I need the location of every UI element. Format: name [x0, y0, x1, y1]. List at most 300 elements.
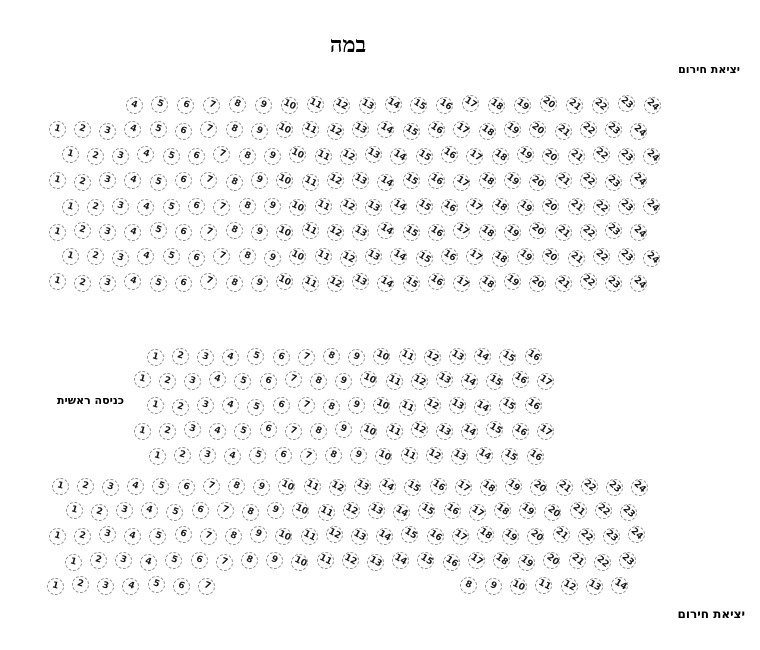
seat-rear-row3-num11[interactable] — [315, 148, 332, 165]
seat-middle-row2-num7[interactable] — [285, 371, 302, 388]
seat-rear-row1-num10[interactable] — [281, 97, 298, 114]
seat-rear-row8-num9[interactable] — [251, 275, 268, 292]
seat-front-row2-num3[interactable] — [116, 502, 133, 519]
seat-rear-row7-num17[interactable] — [466, 248, 483, 265]
seat-front-row1-num17[interactable] — [455, 479, 472, 496]
seat-front-row4-num14[interactable] — [392, 552, 409, 569]
seat-front-row4-num17[interactable] — [468, 552, 485, 569]
seat-rear-row4-num6[interactable] — [175, 172, 192, 189]
seat-front-row3-num5[interactable] — [149, 528, 166, 545]
seat-rear-row5-num8[interactable] — [239, 198, 256, 215]
seat-front-row1-num21[interactable] — [556, 479, 573, 496]
seat-middle-row3-num11[interactable] — [399, 399, 416, 416]
seat-rear-row5-num6[interactable] — [188, 198, 205, 215]
seat-rear-row8-num6[interactable] — [175, 275, 192, 292]
seat-front-row3-num19[interactable] — [502, 528, 519, 545]
seat-front-row4-num5[interactable] — [165, 552, 182, 569]
seat-rear-row7-num24[interactable] — [643, 250, 660, 267]
seat-rear-row2-num15[interactable] — [403, 123, 420, 140]
seat-front-row5-num7[interactable] — [198, 578, 215, 595]
seat-rear-row8-num14[interactable] — [377, 275, 394, 292]
seat-rear-row3-num16[interactable] — [441, 146, 458, 163]
seat-rear-row3-num17[interactable] — [466, 148, 483, 165]
seat-middle-row3-num1[interactable] — [147, 397, 164, 414]
seat-rear-row1-num16[interactable] — [436, 97, 453, 114]
seat-front-row1-num12[interactable] — [329, 479, 346, 496]
seat-front-row2-num15[interactable] — [418, 502, 435, 519]
seat-rear-row6-num15[interactable] — [403, 224, 420, 241]
seat-rear-row1-num19[interactable] — [514, 97, 531, 114]
seat-rear-row5-num23[interactable] — [618, 198, 635, 215]
seat-rear-row8-num2[interactable] — [74, 275, 91, 292]
seat-front-row3-num2[interactable] — [74, 528, 91, 545]
seat-rear-row4-num8[interactable] — [226, 174, 243, 191]
seat-front-row4-num19[interactable] — [518, 554, 535, 571]
seat-rear-row5-num5[interactable] — [163, 199, 180, 216]
seat-middle-row3-num15[interactable] — [499, 397, 516, 414]
seat-rear-row7-num13[interactable] — [365, 248, 382, 265]
seat-middle-row1-num2[interactable] — [172, 348, 189, 365]
seat-rear-row7-num22[interactable] — [593, 248, 610, 265]
seat-middle-row2-num15[interactable] — [486, 373, 503, 390]
seat-rear-row6-num12[interactable] — [327, 224, 344, 241]
seat-middle-row1-num14[interactable] — [474, 348, 491, 365]
seat-rear-row5-num2[interactable] — [87, 199, 104, 216]
seat-front-row1-num9[interactable] — [253, 479, 270, 496]
seat-rear-row7-num21[interactable] — [568, 250, 585, 267]
seat-rear-row2-num23[interactable] — [605, 121, 622, 138]
seat-rear-row7-num14[interactable] — [390, 248, 407, 265]
seat-rear-row4-num23[interactable] — [605, 174, 622, 191]
seat-front-row1-num8[interactable] — [228, 478, 245, 495]
seat-middle-row2-num11[interactable] — [386, 373, 403, 390]
seat-rear-row3-num21[interactable] — [568, 148, 585, 165]
seat-rear-row6-num3[interactable] — [99, 224, 116, 241]
seat-front-row2-num21[interactable] — [570, 502, 587, 519]
seat-front-row4-num2[interactable] — [90, 552, 107, 569]
seat-middle-row4-num7[interactable] — [285, 423, 302, 440]
seat-rear-row7-num12[interactable] — [340, 250, 357, 267]
seat-middle-row1-num1[interactable] — [147, 349, 164, 366]
seat-rear-row3-num22[interactable] — [593, 146, 610, 163]
seat-middle-row5-num9[interactable] — [350, 447, 367, 464]
seat-rear-row2-num17[interactable] — [453, 121, 470, 138]
seat-rear-row1-num20[interactable] — [540, 95, 557, 112]
seat-middle-row3-num7[interactable] — [298, 397, 315, 414]
seat-front-row3-num6[interactable] — [175, 526, 192, 543]
seat-rear-row3-num20[interactable] — [542, 148, 559, 165]
seat-rear-row4-num15[interactable] — [403, 172, 420, 189]
seat-rear-row3-num18[interactable] — [492, 148, 509, 165]
seat-rear-row1-num8[interactable] — [229, 96, 246, 113]
seat-middle-row4-num4[interactable] — [209, 423, 226, 440]
seat-rear-row7-num19[interactable] — [517, 248, 534, 265]
seat-front-row1-num10[interactable] — [278, 478, 295, 495]
seat-rear-row3-num23[interactable] — [618, 148, 635, 165]
seat-front-row2-num12[interactable] — [343, 502, 360, 519]
seat-rear-row3-num13[interactable] — [365, 146, 382, 163]
seat-middle-row3-num5[interactable] — [247, 399, 264, 416]
seat-front-row5-num8[interactable] — [460, 577, 477, 594]
seat-rear-row4-num4[interactable] — [124, 172, 141, 189]
seat-rear-row3-num4[interactable] — [137, 146, 154, 163]
seat-front-row4-num22[interactable] — [594, 554, 611, 571]
seat-rear-row4-num13[interactable] — [352, 172, 369, 189]
seat-middle-row5-num4[interactable] — [224, 448, 241, 465]
seat-middle-row2-num17[interactable] — [537, 373, 554, 390]
seat-front-row2-num16[interactable] — [444, 502, 461, 519]
seat-middle-row4-num16[interactable] — [512, 423, 529, 440]
seat-front-row4-num7[interactable] — [216, 554, 233, 571]
seat-rear-row3-num7[interactable] — [213, 146, 230, 163]
seat-front-row5-num4[interactable] — [122, 578, 139, 595]
seat-front-row3-num22[interactable] — [578, 528, 595, 545]
seat-middle-row3-num4[interactable] — [222, 397, 239, 414]
seat-front-row1-num11[interactable] — [304, 478, 321, 495]
seat-front-row2-num5[interactable] — [166, 504, 183, 521]
seat-rear-row2-num24[interactable] — [630, 123, 647, 140]
seat-front-row3-num3[interactable] — [99, 526, 116, 543]
seat-middle-row1-num13[interactable] — [449, 348, 466, 365]
seat-rear-row2-num5[interactable] — [150, 121, 167, 138]
seat-middle-row4-num2[interactable] — [159, 423, 176, 440]
seat-rear-row2-num6[interactable] — [175, 123, 192, 140]
seat-rear-row1-num4[interactable] — [126, 97, 143, 114]
seat-rear-row3-num2[interactable] — [87, 148, 104, 165]
seat-rear-row7-num1[interactable] — [62, 248, 79, 265]
seat-rear-row7-num23[interactable] — [618, 248, 635, 265]
seat-rear-row8-num10[interactable] — [276, 273, 293, 290]
seat-middle-row1-num3[interactable] — [197, 349, 214, 366]
seat-rear-row5-num18[interactable] — [492, 198, 509, 215]
seat-middle-row5-num12[interactable] — [426, 447, 443, 464]
seat-front-row1-num5[interactable] — [152, 478, 169, 495]
seat-middle-row5-num7[interactable] — [300, 448, 317, 465]
seat-middle-row2-num10[interactable] — [360, 371, 377, 388]
seat-front-row1-num18[interactable] — [480, 479, 497, 496]
seat-middle-row4-num12[interactable] — [411, 421, 428, 438]
seat-rear-row6-num7[interactable] — [200, 224, 217, 241]
seat-rear-row6-num17[interactable] — [453, 222, 470, 239]
seat-front-row4-num9[interactable] — [266, 552, 283, 569]
seat-front-row3-num20[interactable] — [527, 528, 544, 545]
seat-rear-row2-num14[interactable] — [377, 121, 394, 138]
seat-rear-row5-num3[interactable] — [112, 198, 129, 215]
seat-front-row3-num24[interactable] — [628, 526, 645, 543]
seat-middle-row2-num2[interactable] — [159, 373, 176, 390]
seat-front-row2-num13[interactable] — [368, 502, 385, 519]
seat-middle-row5-num16[interactable] — [527, 448, 544, 465]
seat-front-row2-num18[interactable] — [494, 502, 511, 519]
seat-rear-row2-num8[interactable] — [226, 121, 243, 138]
seat-middle-row5-num13[interactable] — [451, 448, 468, 465]
seat-front-row1-num16[interactable] — [430, 478, 447, 495]
seat-front-row2-num14[interactable] — [393, 504, 410, 521]
seat-rear-row2-num16[interactable] — [428, 121, 445, 138]
seat-rear-row4-num7[interactable] — [200, 172, 217, 189]
seat-rear-row8-num4[interactable] — [124, 273, 141, 290]
seat-front-row5-num12[interactable] — [561, 578, 578, 595]
seat-front-row1-num1[interactable] — [52, 478, 69, 495]
seat-front-row4-num6[interactable] — [191, 552, 208, 569]
seat-rear-row5-num12[interactable] — [340, 198, 357, 215]
seat-rear-row2-num21[interactable] — [555, 123, 572, 140]
seat-rear-row1-num11[interactable] — [307, 96, 324, 113]
seat-front-row4-num23[interactable] — [619, 552, 636, 569]
seat-middle-row4-num10[interactable] — [360, 423, 377, 440]
seat-middle-row2-num14[interactable] — [461, 373, 478, 390]
seat-middle-row5-num15[interactable] — [501, 448, 518, 465]
seat-rear-row7-num16[interactable] — [441, 248, 458, 265]
seat-front-row1-num15[interactable] — [404, 479, 421, 496]
seat-rear-row8-num17[interactable] — [453, 275, 470, 292]
seat-front-row4-num13[interactable] — [367, 554, 384, 571]
seat-rear-row4-num22[interactable] — [580, 172, 597, 189]
seat-rear-row1-num13[interactable] — [359, 97, 376, 114]
seat-front-row4-num11[interactable] — [317, 552, 334, 569]
seat-rear-row4-num16[interactable] — [428, 172, 445, 189]
seat-front-row4-num18[interactable] — [493, 552, 510, 569]
seat-middle-row5-num6[interactable] — [275, 447, 292, 464]
seat-rear-row4-num14[interactable] — [377, 174, 394, 191]
seat-front-row3-num15[interactable] — [401, 526, 418, 543]
seat-front-row3-num16[interactable] — [427, 528, 444, 545]
seat-rear-row4-num5[interactable] — [150, 174, 167, 191]
seat-front-row1-num20[interactable] — [530, 479, 547, 496]
seat-rear-row6-num18[interactable] — [479, 224, 496, 241]
seat-front-row1-num14[interactable] — [379, 478, 396, 495]
seat-middle-row5-num3[interactable] — [199, 447, 216, 464]
seat-rear-row6-num16[interactable] — [428, 224, 445, 241]
seat-middle-row2-num4[interactable] — [209, 371, 226, 388]
seat-middle-row1-num11[interactable] — [399, 348, 416, 365]
seat-middle-row3-num6[interactable] — [273, 397, 290, 414]
seat-rear-row3-num15[interactable] — [416, 148, 433, 165]
seat-rear-row5-num24[interactable] — [643, 198, 660, 215]
seat-front-row3-num21[interactable] — [553, 526, 570, 543]
seat-middle-row1-num5[interactable] — [247, 348, 264, 365]
seat-rear-row6-num9[interactable] — [251, 224, 268, 241]
seat-rear-row2-num20[interactable] — [529, 121, 546, 138]
seat-middle-row2-num8[interactable] — [310, 373, 327, 390]
seat-front-row4-num3[interactable] — [115, 552, 132, 569]
seat-front-row1-num22[interactable] — [581, 478, 598, 495]
seat-rear-row3-num6[interactable] — [188, 148, 205, 165]
seat-middle-row4-num14[interactable] — [461, 423, 478, 440]
seat-rear-row5-num9[interactable] — [264, 198, 281, 215]
seat-rear-row6-num11[interactable] — [302, 222, 319, 239]
seat-rear-row6-num1[interactable] — [49, 224, 66, 241]
seat-front-row2-num19[interactable] — [519, 502, 536, 519]
seat-middle-row2-num9[interactable] — [335, 373, 352, 390]
seat-rear-row7-num18[interactable] — [492, 250, 509, 267]
seat-front-row1-num2[interactable] — [77, 478, 94, 495]
seat-middle-row2-num13[interactable] — [436, 371, 453, 388]
seat-front-row3-num7[interactable] — [200, 528, 217, 545]
seat-rear-row5-num20[interactable] — [542, 198, 559, 215]
seat-middle-row2-num3[interactable] — [184, 373, 201, 390]
seat-front-row5-num13[interactable] — [586, 578, 603, 595]
seat-middle-row1-num9[interactable] — [348, 349, 365, 366]
seat-rear-row2-num3[interactable] — [99, 123, 116, 140]
seat-rear-row1-num15[interactable] — [410, 97, 427, 114]
seat-rear-row4-num12[interactable] — [327, 172, 344, 189]
seat-rear-row8-num16[interactable] — [428, 273, 445, 290]
seat-front-row4-num10[interactable] — [291, 554, 308, 571]
seat-rear-row1-num6[interactable] — [177, 97, 194, 114]
seat-rear-row5-num15[interactable] — [416, 198, 433, 215]
seat-middle-row4-num17[interactable] — [537, 423, 554, 440]
seat-middle-row2-num16[interactable] — [512, 371, 529, 388]
seat-rear-row8-num23[interactable] — [605, 275, 622, 292]
seat-front-row3-num9[interactable] — [250, 526, 267, 543]
seat-rear-row8-num8[interactable] — [226, 275, 243, 292]
seat-front-row3-num10[interactable] — [275, 528, 292, 545]
seat-middle-row5-num11[interactable] — [401, 447, 418, 464]
seat-front-row4-num4[interactable] — [140, 554, 157, 571]
seat-rear-row2-num12[interactable] — [327, 123, 344, 140]
seat-rear-row7-num3[interactable] — [112, 250, 129, 267]
seat-rear-row5-num4[interactable] — [137, 199, 154, 216]
seat-front-row1-num4[interactable] — [127, 478, 144, 495]
seat-rear-row1-num12[interactable] — [333, 97, 350, 114]
seat-front-row3-num12[interactable] — [326, 526, 343, 543]
seat-middle-row3-num13[interactable] — [449, 397, 466, 414]
seat-rear-row6-num24[interactable] — [630, 224, 647, 241]
seat-rear-row1-num23[interactable] — [618, 95, 635, 112]
seat-front-row4-num12[interactable] — [342, 552, 359, 569]
seat-rear-row2-num19[interactable] — [504, 121, 521, 138]
seat-rear-row8-num24[interactable] — [630, 275, 647, 292]
seat-rear-row1-num5[interactable] — [151, 96, 168, 113]
seat-rear-row3-num14[interactable] — [390, 148, 407, 165]
seat-rear-row1-num7[interactable] — [203, 97, 220, 114]
seat-middle-row1-num7[interactable] — [298, 349, 315, 366]
seat-middle-row3-num10[interactable] — [373, 397, 390, 414]
seat-rear-row5-num14[interactable] — [390, 198, 407, 215]
seat-rear-row4-num1[interactable] — [49, 172, 66, 189]
seat-rear-row3-num12[interactable] — [340, 148, 357, 165]
seat-middle-row4-num6[interactable] — [260, 421, 277, 438]
seat-rear-row6-num10[interactable] — [276, 224, 293, 241]
seat-front-row2-num10[interactable] — [292, 502, 309, 519]
seat-rear-row2-num10[interactable] — [276, 121, 293, 138]
seat-front-row3-num17[interactable] — [452, 528, 469, 545]
seat-front-row5-num2[interactable] — [72, 576, 89, 593]
seat-middle-row3-num8[interactable] — [323, 399, 340, 416]
seat-rear-row7-num9[interactable] — [264, 250, 281, 267]
seat-rear-row7-num15[interactable] — [416, 250, 433, 267]
seat-rear-row3-num24[interactable] — [643, 148, 660, 165]
seat-rear-row6-num19[interactable] — [504, 224, 521, 241]
seat-rear-row5-num1[interactable] — [62, 199, 79, 216]
seat-front-row4-num20[interactable] — [543, 552, 560, 569]
seat-rear-row5-num13[interactable] — [365, 199, 382, 216]
seat-rear-row4-num11[interactable] — [302, 174, 319, 191]
seat-rear-row7-num6[interactable] — [188, 250, 205, 267]
seat-front-row2-num7[interactable] — [217, 502, 234, 519]
seat-middle-row5-num8[interactable] — [325, 447, 342, 464]
seat-middle-row4-num11[interactable] — [386, 423, 403, 440]
seat-rear-row5-num10[interactable] — [289, 199, 306, 216]
seat-middle-row2-num6[interactable] — [260, 373, 277, 390]
seat-rear-row2-num18[interactable] — [479, 123, 496, 140]
seat-rear-row4-num19[interactable] — [504, 172, 521, 189]
seat-rear-row1-num22[interactable] — [592, 97, 609, 114]
seat-middle-row4-num1[interactable] — [134, 423, 151, 440]
seat-middle-row5-num1[interactable] — [149, 448, 166, 465]
seat-rear-row2-num2[interactable] — [74, 121, 91, 138]
seat-rear-row7-num11[interactable] — [315, 248, 332, 265]
seat-rear-row1-num17[interactable] — [462, 95, 479, 112]
seat-front-row4-num21[interactable] — [569, 552, 586, 569]
seat-rear-row8-num13[interactable] — [352, 273, 369, 290]
seat-rear-row4-num20[interactable] — [529, 174, 546, 191]
seat-middle-row4-num3[interactable] — [184, 421, 201, 438]
seat-front-row5-num3[interactable] — [97, 578, 114, 595]
seat-front-row1-num6[interactable] — [178, 479, 195, 496]
seat-middle-row4-num13[interactable] — [436, 423, 453, 440]
seat-rear-row5-num17[interactable] — [466, 198, 483, 215]
seat-front-row2-num9[interactable] — [267, 502, 284, 519]
seat-middle-row3-num9[interactable] — [348, 397, 365, 414]
seat-front-row2-num23[interactable] — [620, 504, 637, 521]
seat-rear-row6-num21[interactable] — [555, 224, 572, 241]
seat-front-row5-num14[interactable] — [611, 577, 628, 594]
seat-rear-row6-num8[interactable] — [226, 222, 243, 239]
seat-front-row3-num18[interactable] — [477, 526, 494, 543]
seat-rear-row6-num4[interactable] — [124, 224, 141, 241]
seat-front-row3-num4[interactable] — [124, 528, 141, 545]
seat-front-row2-num4[interactable] — [141, 502, 158, 519]
seat-rear-row7-num4[interactable] — [137, 248, 154, 265]
seat-front-row3-num1[interactable] — [49, 528, 66, 545]
seat-rear-row1-num18[interactable] — [488, 97, 505, 114]
seat-rear-row4-num9[interactable] — [251, 172, 268, 189]
seat-rear-row1-num9[interactable] — [255, 97, 272, 114]
seat-rear-row6-num2[interactable] — [74, 222, 91, 239]
seat-front-row3-num14[interactable] — [376, 528, 393, 545]
seat-rear-row5-num7[interactable] — [213, 199, 230, 216]
seat-front-row2-num22[interactable] — [595, 502, 612, 519]
seat-rear-row2-num22[interactable] — [580, 121, 597, 138]
seat-middle-row2-num1[interactable] — [134, 371, 151, 388]
seat-middle-row1-num6[interactable] — [273, 349, 290, 366]
seat-rear-row8-num22[interactable] — [580, 273, 597, 290]
seat-front-row3-num11[interactable] — [301, 528, 318, 545]
seat-front-row3-num13[interactable] — [351, 528, 368, 545]
seat-middle-row1-num10[interactable] — [373, 348, 390, 365]
seat-front-row4-num1[interactable] — [65, 554, 82, 571]
seat-middle-row3-num3[interactable] — [197, 397, 214, 414]
seat-rear-row2-num4[interactable] — [124, 121, 141, 138]
seat-middle-row2-num5[interactable] — [234, 373, 251, 390]
seat-rear-row7-num10[interactable] — [289, 248, 306, 265]
seat-front-row2-num2[interactable] — [91, 504, 108, 521]
seat-rear-row7-num20[interactable] — [542, 248, 559, 265]
seat-rear-row2-num1[interactable] — [49, 121, 66, 138]
seat-middle-row3-num16[interactable] — [525, 397, 542, 414]
seat-middle-row4-num9[interactable] — [335, 421, 352, 438]
seat-middle-row5-num5[interactable] — [249, 447, 266, 464]
seat-rear-row5-num11[interactable] — [315, 198, 332, 215]
seat-middle-row5-num10[interactable] — [375, 448, 392, 465]
seat-rear-row1-num24[interactable] — [644, 97, 661, 114]
seat-rear-row6-num22[interactable] — [580, 224, 597, 241]
seat-rear-row2-num7[interactable] — [200, 121, 217, 138]
seat-rear-row4-num17[interactable] — [453, 174, 470, 191]
seat-rear-row8-num18[interactable] — [479, 275, 496, 292]
